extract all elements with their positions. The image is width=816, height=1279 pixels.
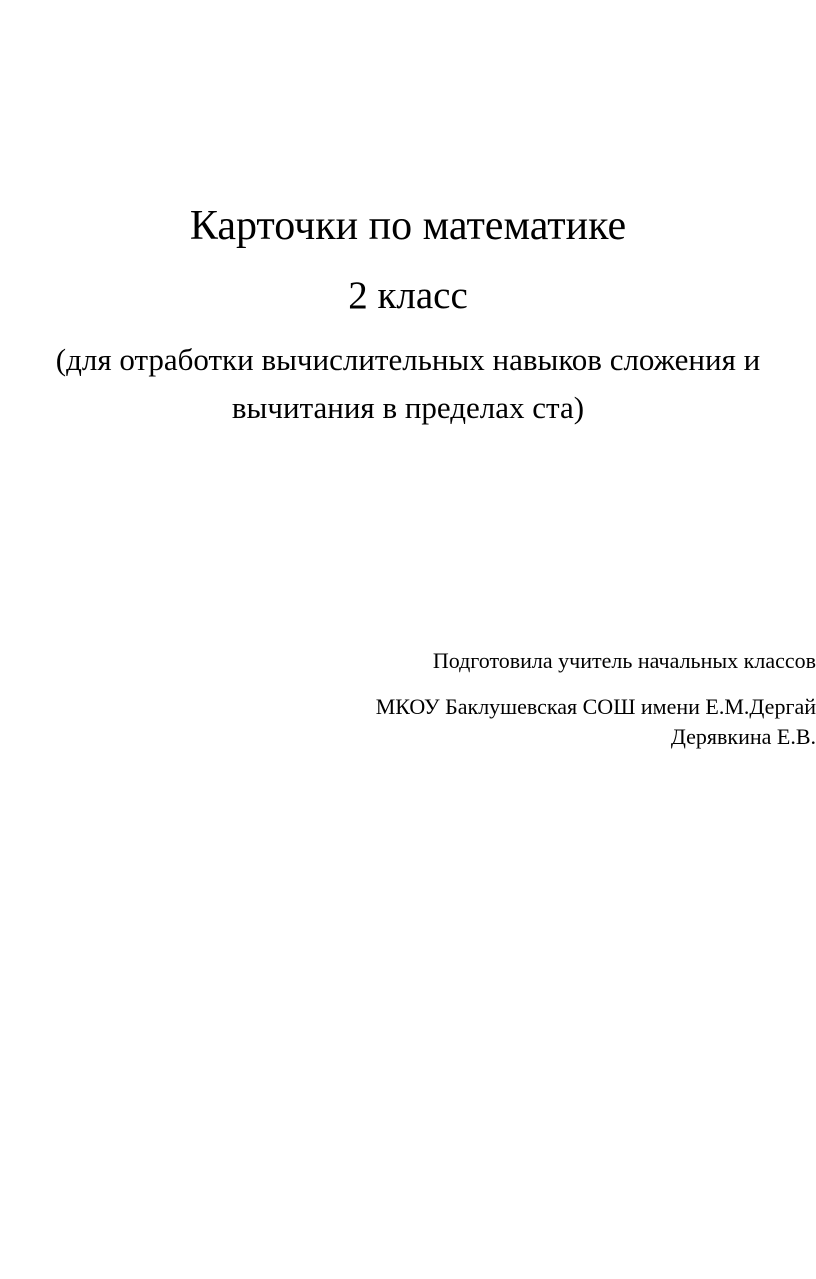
author-school: МКОУ Баклушевская СОШ имени Е.М.Дергай xyxy=(375,694,816,719)
document-title: Карточки по математике xyxy=(189,203,627,249)
author-role: Подготовила учитель начальных классов xyxy=(432,648,816,673)
document-subtitle xyxy=(0,336,816,432)
subtitle-line-1: (для отработки вычислительных навыков сложения и xyxy=(55,342,761,377)
subtitle-line-2: вычитания в пределах ста) xyxy=(231,390,585,425)
grade-label: 2 класс xyxy=(348,274,468,317)
author-name: Дерявкина Е.В. xyxy=(670,724,816,749)
